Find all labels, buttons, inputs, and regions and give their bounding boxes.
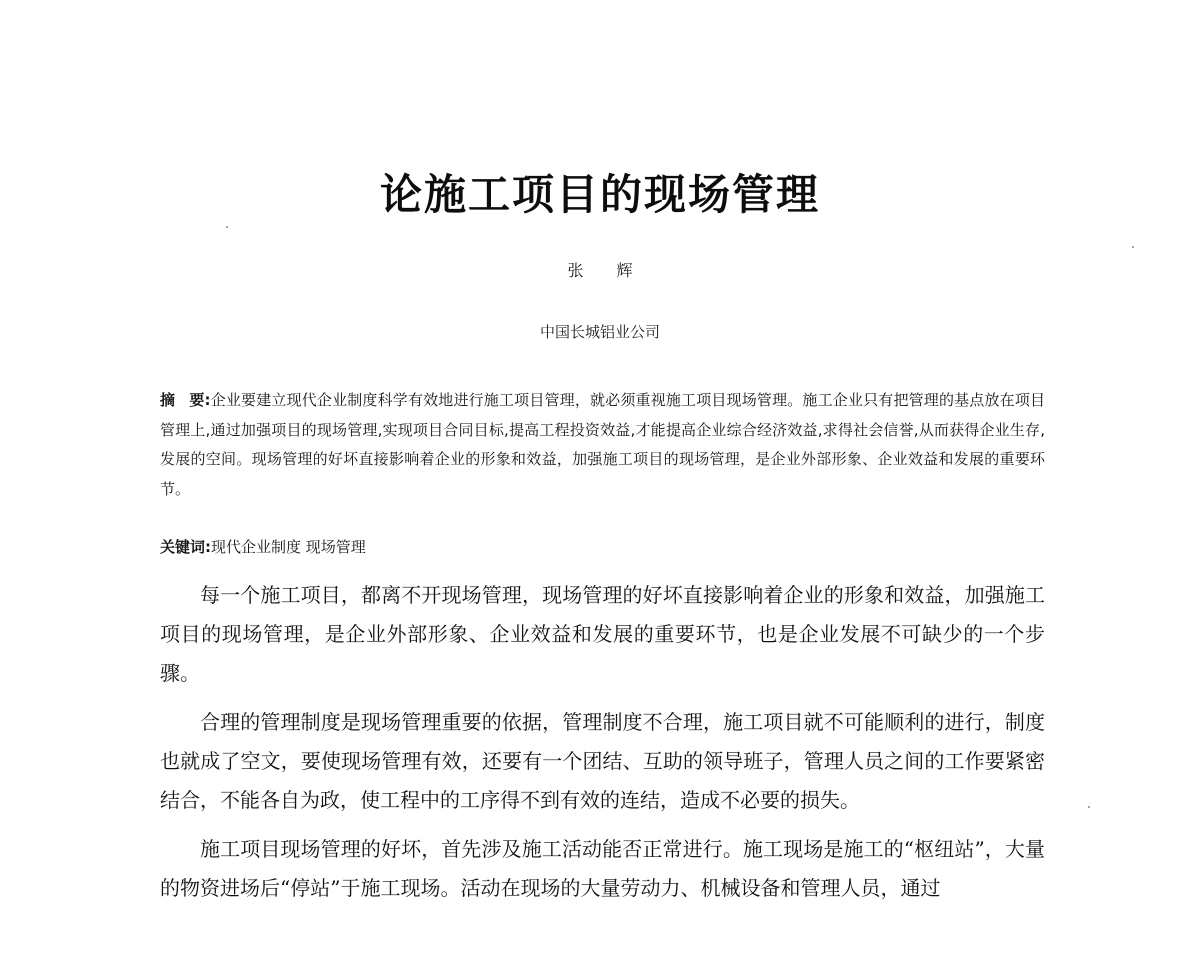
paper-title: 论施工项目的现场管理 xyxy=(379,170,820,219)
abstract-label-part2: 要: xyxy=(189,391,211,409)
scan-speck xyxy=(226,226,228,228)
body-paragraph: 施工项目现场管理的好坏，首先涉及施工活动能否正常进行。施工现场是施工的“枢纽站”，大量的物资进场后“停站”于施工现场。活动在现场的大量劳动力、机械设备和管理人员，通过 xyxy=(160,837,1045,900)
scan-speck xyxy=(1088,806,1090,808)
abstract-text: 企业要建立现代企业制度科学有效地进行施工项目管理，就必须重视施工项目现场管理。施工企业只有把管理的基点放在项目管理上,通过加强项目的现场管理,实现项目合同目标,提高工程投资效益,才能提高企业综合经济效益,求得社会信誉,从而获得企业生存,发展的空间。现场管理的好坏直接影响着企业的形象和效益，加强施工项目的现场管理，是企业外部形象、企业效益和发展的重要环节。 xyxy=(160,391,1045,498)
scan-speck xyxy=(1132,246,1134,248)
author-affiliation: 中国长城铝业公司 xyxy=(539,323,660,341)
body-text xyxy=(160,576,1045,918)
keywords xyxy=(160,536,1045,557)
body-paragraph: 合理的管理制度是现场管理重要的依据，管理制度不合理，施工项目就不可能顺利的进行，制度也就成了空文，要使现场管理有效，还要有一个团结、互助的领导班子，管理人员之间的工作要紧密结合，不能各自为政，使工程中的工序得不到有效的连结，造成不必要的损失。 xyxy=(160,710,1045,812)
abstract-label-part1: 摘 xyxy=(160,391,176,409)
body-paragraph: 每一个施工项目，都离不开现场管理，现场管理的好坏直接影响着企业的形象和效益，加强施工项目的现场管理，是企业外部形象、企业效益和发展的重要环节，也是企业发展不可缺少的一个步骤。 xyxy=(160,583,1045,685)
keywords-label: 关键词: xyxy=(160,538,211,556)
abstract-label xyxy=(160,391,211,409)
abstract xyxy=(160,386,1045,504)
author-name: 张 辉 xyxy=(567,261,647,280)
keywords-text: 现代企业制度 现场管理 xyxy=(211,538,366,556)
